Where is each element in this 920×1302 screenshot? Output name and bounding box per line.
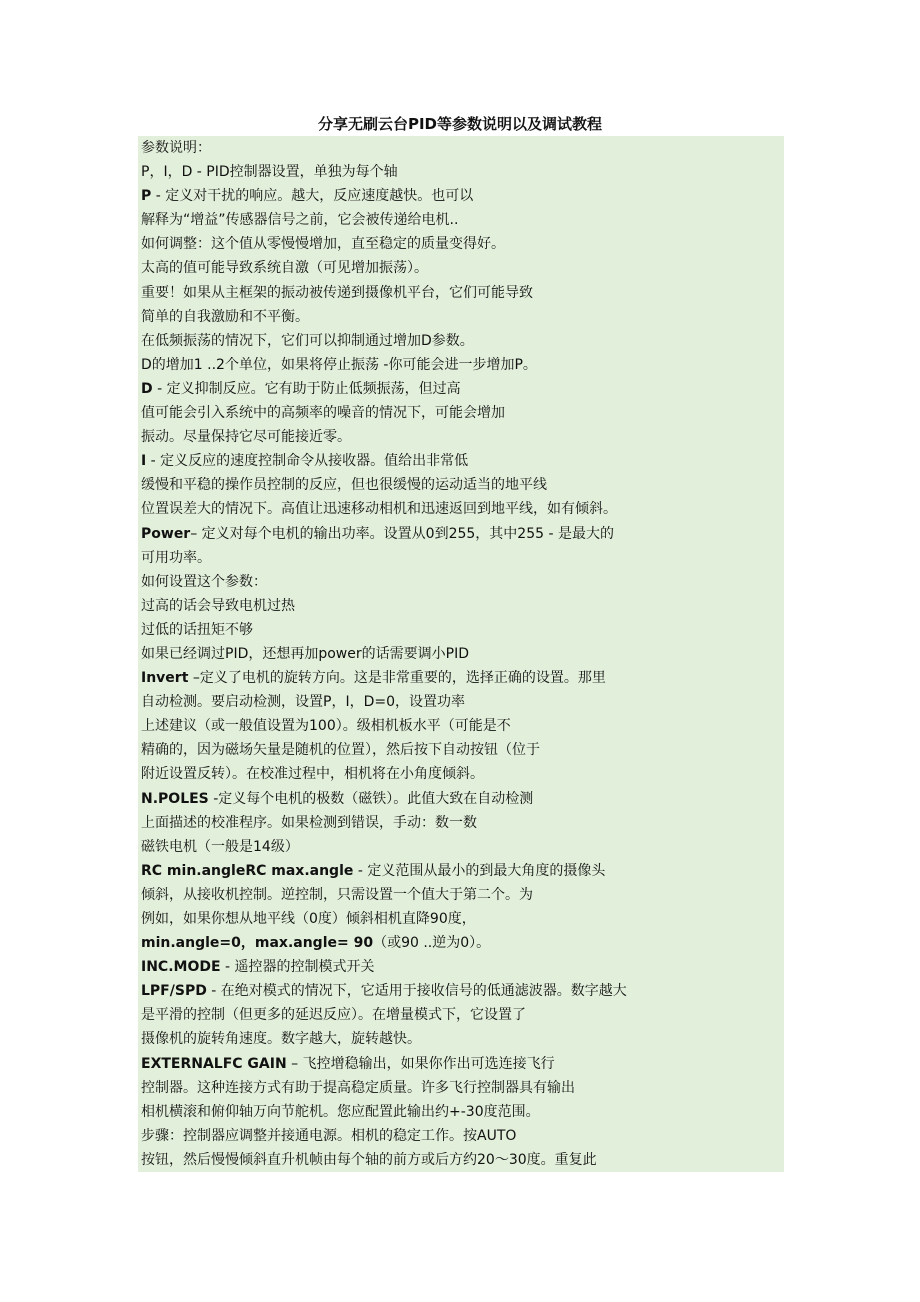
text-line [138,546,784,570]
text-line [138,594,784,618]
line-text: - 在绝对模式的情况下，它适用于接收信号的低通滤波器。数字越大 [206,983,627,1000]
line-text: 按钮，然后慢慢倾斜直升机帧由每个轴的前方或后方约20～30度。重复此 [141,1151,597,1168]
text-line [138,208,784,232]
line-text: 自动检测。要启动检测，设置P，I，D=0，设置功率 [141,694,465,711]
text-line [138,883,784,907]
line-text: 简单的自我激励和不平衡。 [141,308,309,325]
text-line [138,1124,784,1148]
text-line [138,642,784,666]
document-body [138,136,784,1172]
line-text: - 遥控器的控制模式开关 [220,959,375,976]
line-text: 步骤：控制器应调整并接通电源。相机的稳定工作。按AUTO [141,1127,517,1144]
line-text: D的增加1 ..2个单位，如果将停止振荡 -你可能会进一步增加P。 [141,356,537,373]
line-text: – 定义对每个电机的输出功率。设置从0到255，其中255 - 是最大的 [190,525,614,542]
text-line [138,353,784,377]
text-line [138,787,784,811]
text-line [138,1003,784,1027]
line-text: -定义每个电机的极数（磁铁）。此值大致在自动检测 [208,790,534,807]
text-line [138,377,784,401]
text-line [138,955,784,979]
line-text: - 定义对干扰的响应。越大，反应速度越快。也可以 [151,188,474,205]
line-text: 控制器。这种连接方式有助于提高稳定质量。许多飞行控制器具有输出 [141,1079,575,1096]
text-line [138,762,784,786]
line-text: 振动。尽量保持它尽可能接近零。 [141,429,351,446]
line-text: 过高的话会导致电机过热 [141,597,295,614]
line-text: P，I，D - PID控制器设置，单独为每个轴 [141,164,398,181]
line-text: 参数说明： [141,140,211,156]
line-text: 位置误差大的情况下。高值让迅速移动相机和迅速返回到地平线，如有倾斜。 [141,501,617,518]
text-line [138,738,784,762]
text-line [138,305,784,329]
term-label: Invert [141,670,189,687]
line-text: 例如，如果你想从地平线（0度）倾斜相机直降90度， [141,911,476,927]
line-text: 精确的，因为磁场矢量是随机的位置），然后按下自动按钮（位于 [141,742,540,759]
line-text: 解释为“增益”传感器信号之前，它会被传递给电机.. [141,212,459,229]
line-text: 摄像机的旋转角速度。数字越大，旋转越快。 [141,1031,421,1048]
term-label: I [141,453,147,470]
text-line [138,859,784,883]
line-text: 过低的话扭矩不够 [141,621,253,638]
text-line [138,184,784,208]
line-text: 是平滑的控制（但更多的延迟反应）。在增量模式下，它设置了 [141,1007,526,1024]
term-label: LPF/SPD [141,983,207,1000]
text-line [138,835,784,859]
term-label: P [141,188,152,205]
text-line [138,1148,784,1172]
term-label: N.POLES [141,790,209,807]
line-text: 上面描述的校准程序。如果检测到错误，手动：数一数 [141,814,477,831]
text-line [138,1100,784,1124]
line-text: - 定义范围从最小的到最大角度的摄像头 [353,862,606,879]
line-text: 太高的值可能导致系统自激（可见增加振荡）。 [141,260,428,277]
text-line [138,979,784,1003]
text-line [138,570,784,594]
text-line [138,425,784,449]
text-line [138,931,784,955]
line-text: –定义了电机的旋转方向。这是非常重要的，选择正确的设置。那里 [188,670,606,687]
line-text: 上述建议（或一般值设置为100）。级相机板水平（可能是不 [141,718,511,735]
text-line [138,811,784,835]
text-line [138,449,784,473]
text-line [138,281,784,305]
text-line [138,497,784,521]
term-label: EXTERNALFC GAIN [141,1055,287,1072]
line-text: - 定义抑制反应。它有助于防止低频振荡，但过高 [152,380,461,397]
text-line [138,1052,784,1076]
text-line [138,329,784,353]
text-line [138,232,784,256]
term-label: RC min.angleRC max.angle [141,862,354,879]
line-text: 相机横滚和俯仰轴万向节舵机。您应配置此输出约+-30度范围。 [141,1103,540,1120]
line-text: – 飞控增稳输出，如果你作出可选连接飞行 [286,1055,555,1072]
text-line [138,690,784,714]
line-text: 如何调整：这个值从零慢慢增加，直至稳定的质量变得好。 [141,236,505,253]
term-label: min.angle=0，max.angle= 90 [141,935,374,952]
text-line [138,401,784,425]
text-line [138,666,784,690]
line-text: 磁铁电机（一般是14级） [141,838,299,855]
text-line [138,256,784,280]
line-text: （或90 ..逆为0）。 [373,935,491,952]
line-text: 如果已经调过PID，还想再加power的话需要调小PID [141,645,469,662]
text-line [138,1076,784,1100]
line-text: 附近设置反转）。在校准过程中，相机将在小角度倾斜。 [141,766,484,783]
term-label: INC.MODE [141,959,221,976]
term-label: D [141,380,153,397]
line-text: 值可能会引入系统中的高频率的噪音的情况下，可能会增加 [141,405,505,422]
text-line [138,1027,784,1051]
line-text: - 定义反应的速度控制命令从接收器。值给出非常低 [146,453,469,470]
text-line [138,473,784,497]
line-text: 重要！如果从主框架的振动被传递到摄像机平台，它们可能导致 [141,284,533,301]
line-text: 缓慢和平稳的操作员控制的反应，但也很缓慢的运动适当的地平线 [141,477,547,494]
text-line [138,522,784,546]
text-line [138,714,784,738]
text-line [138,160,784,184]
text-line [138,907,784,931]
line-text: 如何设置这个参数： [141,573,267,590]
document-title: 分享无刷云台PID等参数说明以及调试教程 [317,115,603,133]
line-text: 倾斜，从接收机控制。逆控制，只需设置一个值大于第二个。为 [141,886,533,903]
text-line [138,618,784,642]
line-text: 在低频振荡的情况下，它们可以抑制通过增加D参数。 [141,332,474,349]
text-line [138,136,784,160]
line-text: 可用功率。 [141,549,211,566]
term-label: Power [141,525,191,542]
